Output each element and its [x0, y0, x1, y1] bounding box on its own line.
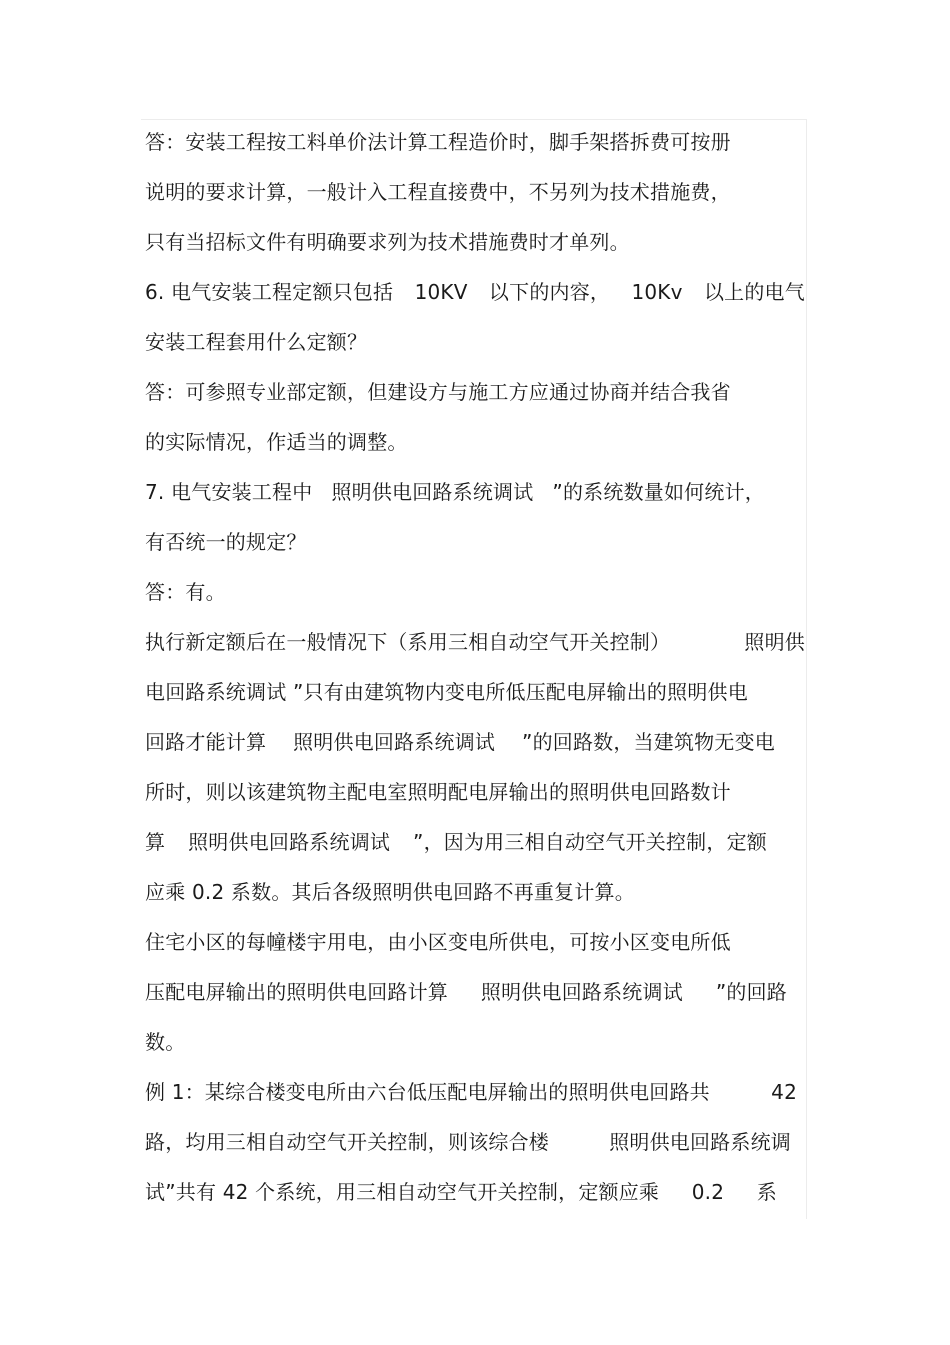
example-1-line-2 [145, 1122, 791, 1172]
text-segment: ”的系统数量如何统计， [552, 480, 765, 504]
text-segment: 执行新定额后在一般情况下（系用三相自动空气开关控制） [145, 630, 671, 654]
example-1-line-1 [145, 1072, 797, 1122]
paragraph-1-line-2: 电回路系统调试 ”只有由建筑物内变电所低压配电屏输出的照明供电 [145, 680, 748, 704]
text-segment: 10Kv [631, 280, 683, 304]
text-segment: 路，均用三相自动空气开关控制，则该综合楼 [145, 1130, 549, 1154]
answer-6-line-1: 答：可参照专业部定额，但建设方与施工方应通过协商并结合我省 [145, 380, 731, 404]
text-segment: 照明供电回路系统调 [609, 1130, 791, 1154]
text-segment: ”，因为用三相自动空气开关控制，定额 [413, 830, 767, 854]
text-segment: 照明供电回路系统调试 [188, 830, 391, 854]
text-segment: 压配电屏输出的照明供电回路计算 [145, 980, 448, 1004]
text-segment: 例 1：某综合楼变电所由六台低压配电屏输出的照明供电回路共 [145, 1080, 710, 1104]
text-segment: 0.2 [691, 1180, 725, 1204]
text-segment: 照明供 [744, 630, 805, 654]
text-segment: 回路才能计算 [145, 730, 267, 754]
paragraph-1-line-6: 应乘 0.2 系数。其后各级照明供电回路不再重复计算。 [145, 880, 635, 904]
text-segment: 10KV [414, 280, 468, 304]
text-segment: 算 [145, 830, 166, 854]
question-6-line-2: 安装工程套用什么定额？ [145, 330, 368, 354]
paragraph-2-line-1: 住宅小区的每幢楼宇用电，由小区变电所供电，可按小区变电所低 [145, 930, 731, 954]
answer-7: 答：有。 [145, 580, 226, 604]
paragraph-2-line-3: 数。 [145, 1030, 186, 1054]
text-segment: 系 [756, 1180, 777, 1204]
question-7-line-2: 有否统一的规定？ [145, 530, 307, 554]
paragraph-1-line-4: 所时，则以该建筑物主配电室照明配电屏输出的照明供电回路数计 [145, 780, 731, 804]
text-line-3: 只有当招标文件有明确要求列为技术措施费时才单列。 [145, 230, 630, 254]
text-segment: 照明供电回路系统调试 [480, 980, 683, 1004]
question-6-line-1 [145, 272, 805, 322]
text-segment: 6. 电气安装工程定额只包括 [145, 280, 394, 304]
document-body [145, 122, 805, 1222]
text-segment: 以下的内容， [488, 280, 611, 304]
paragraph-2-line-2 [145, 972, 787, 1022]
example-1-line-3 [145, 1172, 777, 1222]
text-segment: 照明供电回路系统调试 [293, 730, 496, 754]
question-7-line-1 [145, 472, 765, 522]
text-line-1: 答：安装工程按工料单价法计算工程造价时，脚手架搭拆费可按册 [145, 130, 731, 154]
text-segment: ”的回路 [715, 980, 787, 1004]
paragraph-1-line-3 [145, 722, 775, 772]
text-line-2: 说明的要求计算，一般计入工程直接费中，不另列为技术措施费， [145, 180, 731, 204]
text-segment: ”的回路数，当建筑物无变电 [522, 730, 775, 754]
paragraph-1-line-1 [145, 622, 805, 672]
text-segment: 42 [771, 1080, 797, 1104]
text-segment: 试”共有 42 个系统，用三相自动空气开关控制，定额应乘 [145, 1180, 660, 1204]
text-segment: 以上的电气 [703, 280, 805, 304]
answer-6-line-2: 的实际情况，作适当的调整。 [145, 430, 408, 454]
text-segment: 照明供电回路系统调试 [331, 480, 534, 504]
paragraph-1-line-5 [145, 822, 767, 872]
text-segment: 7. 电气安装工程中 [145, 480, 313, 504]
